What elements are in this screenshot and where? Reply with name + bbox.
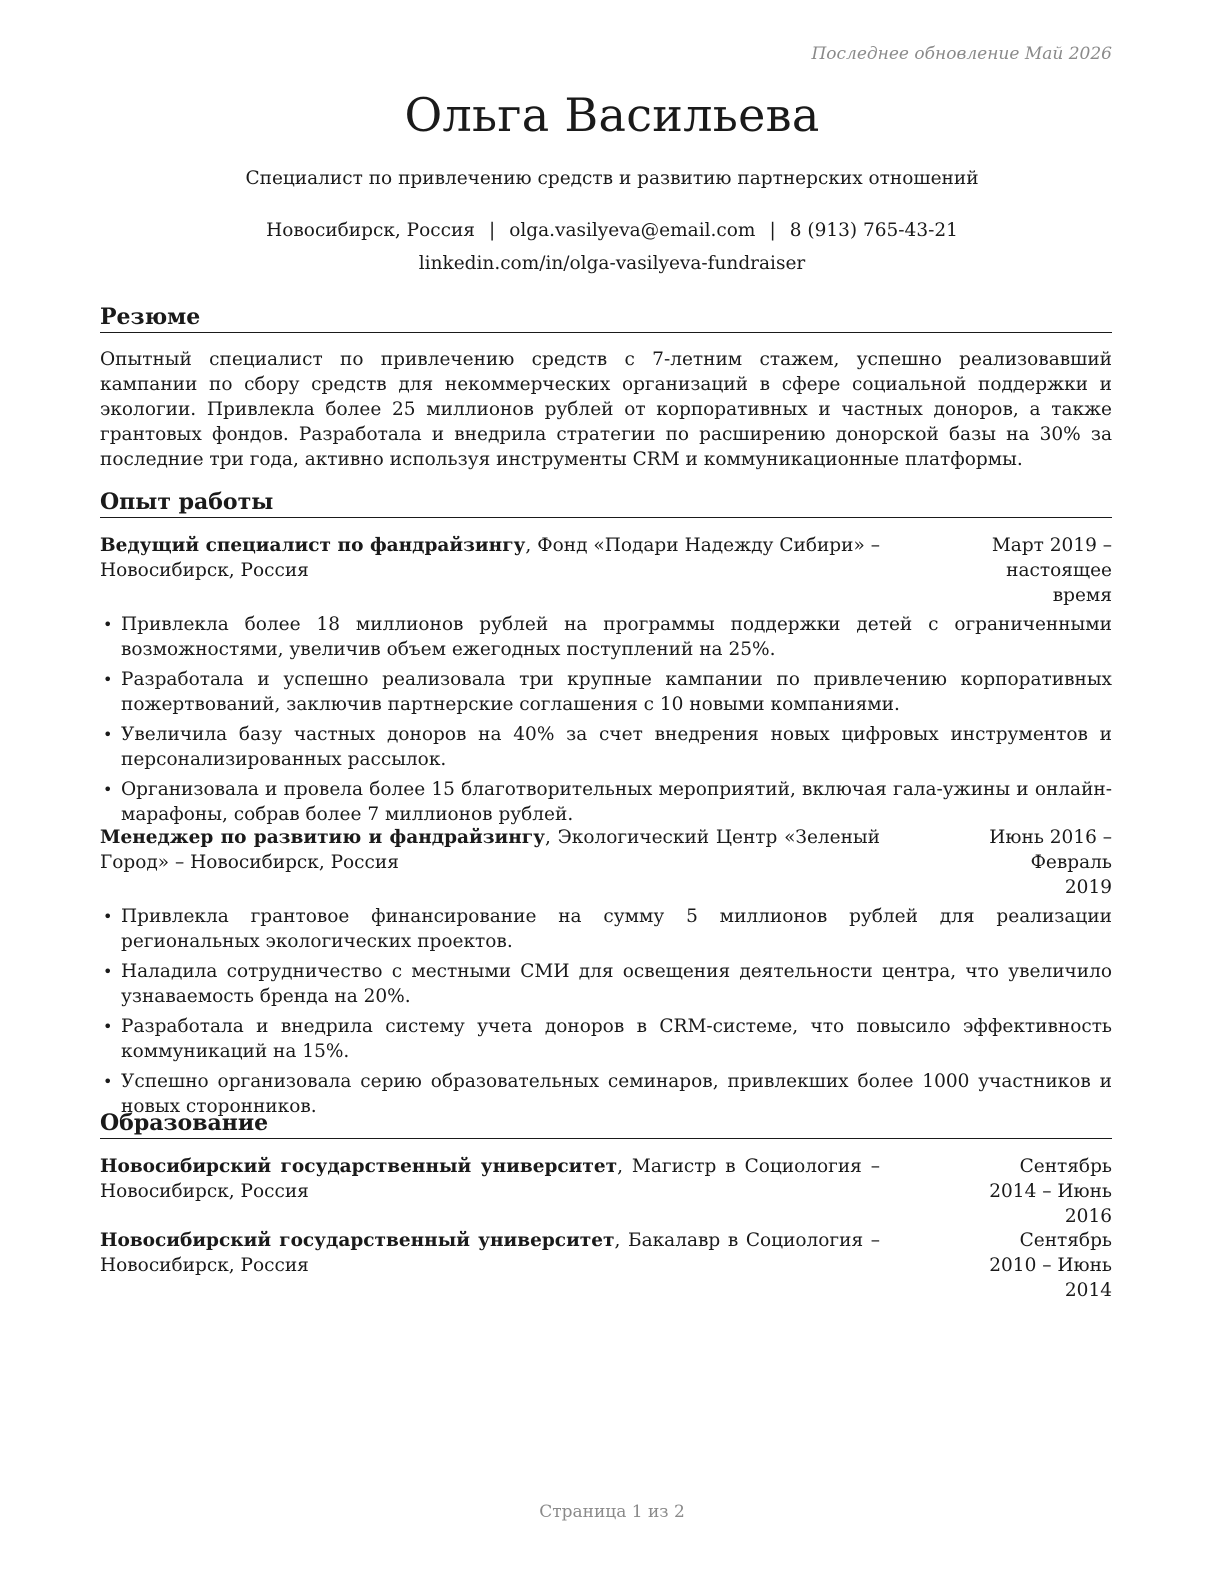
education-entry bbox=[100, 1228, 1112, 1303]
bullet-mark: • bbox=[103, 1017, 113, 1036]
contact-linkedin[interactable]: linkedin.com/in/olga-vasilyeva-fundraiser bbox=[418, 253, 806, 274]
contact-line bbox=[0, 220, 1224, 241]
job-org-location: , Экологический Центр «Зеленый Город» – Новосибирск, Россия bbox=[100, 827, 880, 873]
job-entry bbox=[100, 533, 1112, 832]
list-item-text: Разработала и успешно реализовала три крупные кампании по привлечению корпоративных пожертвований, заключив партнерские соглашения с 10 новыми компаниями. bbox=[121, 669, 1112, 715]
list-item bbox=[100, 904, 1112, 954]
job-header bbox=[100, 825, 1112, 900]
job-role: Ведущий специалист по фандрайзингу bbox=[100, 535, 526, 556]
section-title-education: Образование bbox=[100, 1110, 1112, 1139]
education-degree-location: , Бакалавр в Социология – Новосибирск, Россия bbox=[100, 1230, 880, 1276]
education-institution: Новосибирский государственный университет bbox=[100, 1156, 618, 1177]
education-title-line bbox=[100, 1154, 880, 1229]
job-subtitle: Специалист по привлечению средств и развитию партнерских отношений bbox=[245, 168, 979, 189]
last-updated: Последнее обновление Май 2026 bbox=[811, 44, 1112, 64]
list-item-text: Привлекла грантовое финансирование на сумму 5 миллионов рублей для реализации региональных экологических проектов. bbox=[121, 906, 1112, 952]
summary-text: Опытный специалист по привлечению средств с 7-летним стажем, успешно реализовавший кампании по сбору средств для некоммерческих организаций в сфере социальной поддержки и экологии. Привлекла более 25 миллионов рублей от корпоративных и частных доноров, а также грантовых фондов. Разработала и внедрила стратегии по расширению донорской базы на 30% за последние три года, активно используя инструменты CRM и коммуникационные платформы. bbox=[100, 349, 1112, 470]
contact-separator: | bbox=[769, 220, 776, 241]
job-bullets bbox=[100, 612, 1112, 827]
candidate-name: Ольга Васильева bbox=[404, 88, 820, 142]
page-number: Страница 1 из 2 bbox=[539, 1502, 685, 1522]
list-item bbox=[100, 722, 1112, 772]
section-title-summary: Резюме bbox=[100, 304, 1112, 333]
section-title-experience: Опыт работы bbox=[100, 489, 1112, 518]
education-entry bbox=[100, 1154, 1112, 1229]
list-item bbox=[100, 777, 1112, 827]
bullet-mark: • bbox=[103, 962, 113, 981]
education-header bbox=[100, 1154, 1112, 1229]
education-header bbox=[100, 1228, 1112, 1303]
list-item-text: Увеличила базу частных доноров на 40% за счет внедрения новых цифровых инструментов и персонализированных рассылок. bbox=[121, 724, 1112, 770]
list-item bbox=[100, 667, 1112, 717]
list-item bbox=[100, 1014, 1112, 1064]
job-bullets bbox=[100, 904, 1112, 1119]
job-org-location: , Фонд «Подари Надежду Сибири» – Новосибирск, Россия bbox=[100, 535, 880, 581]
education-dates: Сентябрь 2014 – Июнь 2016 bbox=[989, 1156, 1112, 1227]
list-item bbox=[100, 959, 1112, 1009]
job-dates: Июнь 2016 – Февраль 2019 bbox=[989, 827, 1112, 898]
education-institution: Новосибирский государственный университет bbox=[100, 1230, 615, 1251]
contact-separator: | bbox=[488, 220, 496, 241]
list-item-text: Разработала и внедрила систему учета доноров в CRM-системе, что повысило эффективность коммуникаций на 15%. bbox=[121, 1016, 1112, 1062]
education-title-line bbox=[100, 1228, 880, 1303]
bullet-mark: • bbox=[103, 1072, 113, 1091]
contact-location: Новосибирск, Россия bbox=[266, 220, 475, 241]
list-item-text: Наладила сотрудничество с местными СМИ для освещения деятельности центра, что увеличило узнаваемость бренда на 20%. bbox=[121, 961, 1112, 1007]
job-role: Менеджер по развитию и фандрайзингу bbox=[100, 827, 545, 848]
job-header bbox=[100, 533, 1112, 608]
list-item-text: Организовала и провела более 15 благотворительных мероприятий, включая гала-ужины и онлайн-марафоны, собрав более 7 миллионов рублей. bbox=[121, 779, 1112, 825]
contact-email[interactable]: olga.vasilyeva@email.com bbox=[509, 220, 756, 241]
education-dates: Сентябрь 2010 – Июнь 2014 bbox=[989, 1230, 1112, 1301]
list-item-text: Успешно организовала серию образовательных семинаров, привлекших более 1000 участников и новых сторонников. bbox=[121, 1071, 1112, 1117]
contact-phone: 8 (913) 765-43-21 bbox=[789, 220, 958, 241]
bullet-mark: • bbox=[103, 725, 113, 744]
bullet-mark: • bbox=[103, 615, 113, 634]
list-item-text: Привлекла более 18 миллионов рублей на программы поддержки детей с ограниченными возможностями, увеличив объем ежегодных поступлений на 25%. bbox=[121, 614, 1112, 660]
job-title-line bbox=[100, 825, 880, 900]
bullet-mark: • bbox=[103, 907, 113, 926]
bullet-mark: • bbox=[103, 780, 113, 799]
list-item bbox=[100, 612, 1112, 662]
education-degree-location: , Магистр в Социология – Новосибирск, Россия bbox=[100, 1156, 880, 1202]
job-title-line bbox=[100, 533, 880, 608]
bullet-mark: • bbox=[103, 670, 113, 689]
job-entry bbox=[100, 825, 1112, 1124]
job-dates: Март 2019 – настоящее время bbox=[991, 535, 1112, 606]
